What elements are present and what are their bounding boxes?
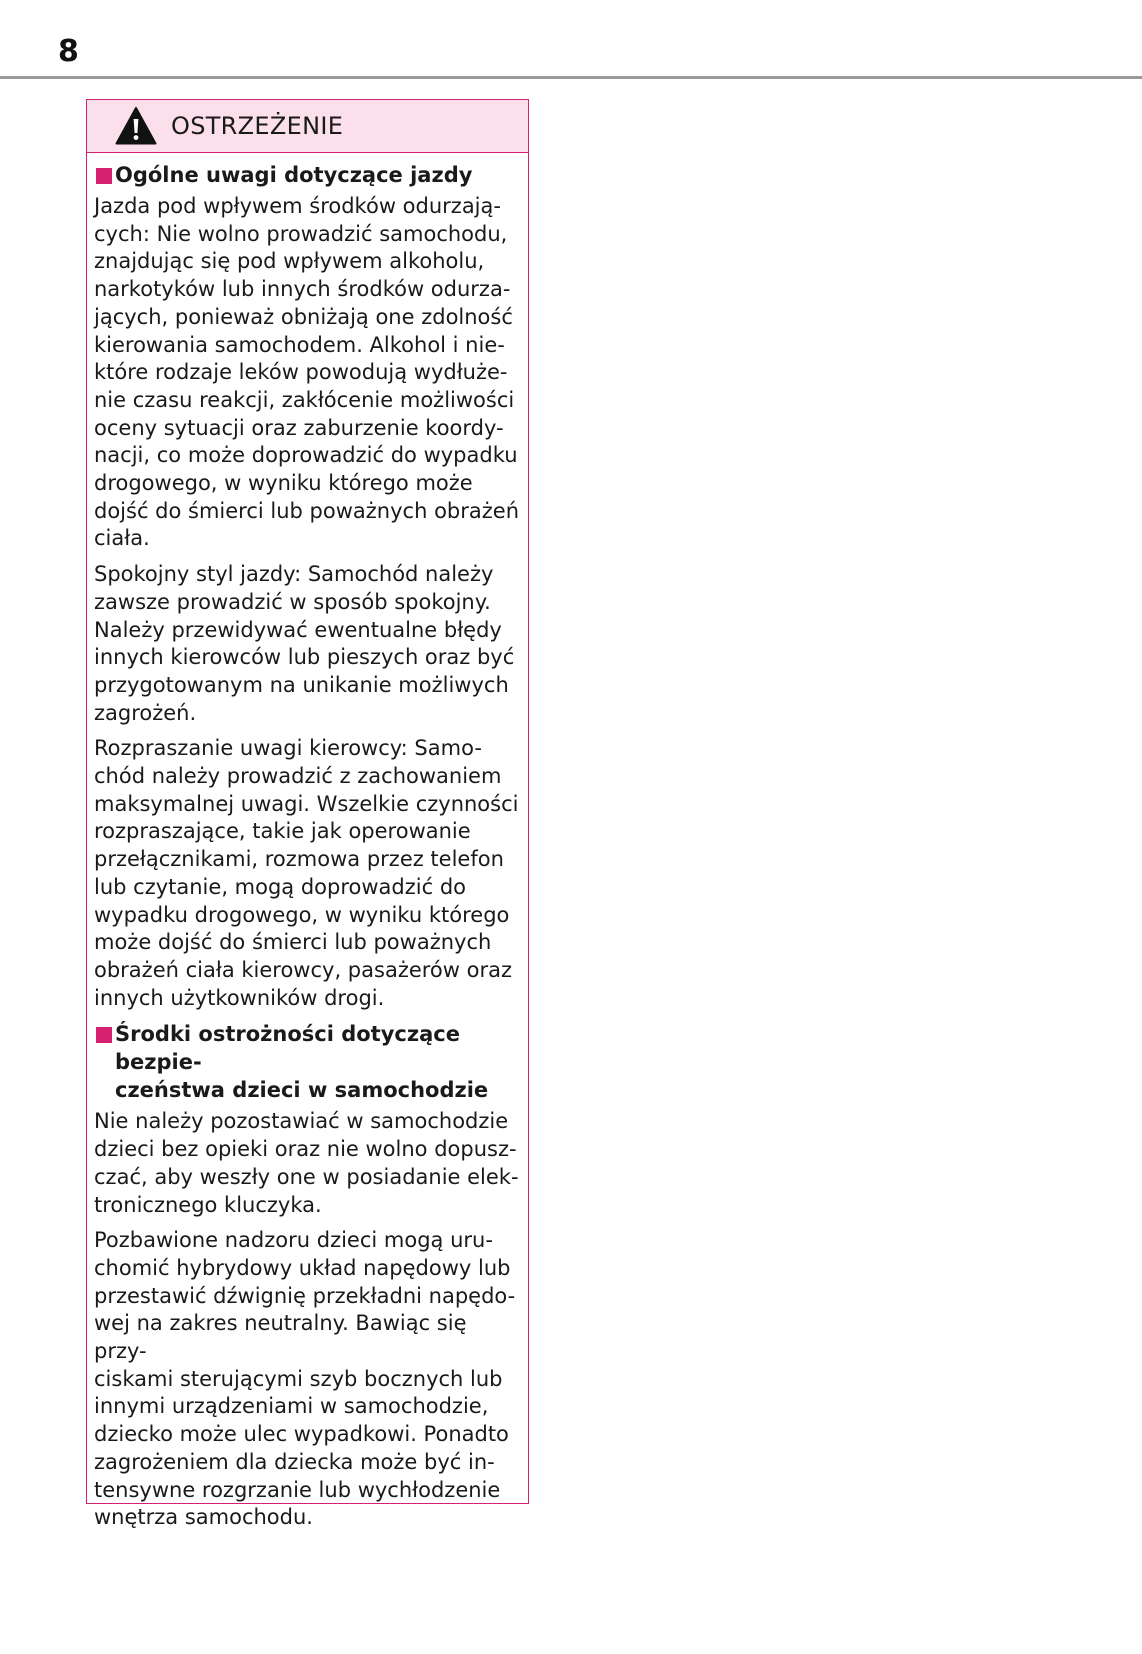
warning-triangle-icon (115, 106, 157, 146)
heading-line: Środki ostrożności dotyczące bezpie- (115, 1022, 460, 1075)
text-line: może dojść do śmierci lub poważnych (94, 930, 492, 955)
heading-line: czeństwa dzieci w samochodzie (115, 1078, 489, 1103)
text-line: obrażeń ciała kierowcy, pasażerów oraz (94, 957, 513, 982)
text-line: wnętrza samochodu. (94, 1505, 313, 1530)
warning-title: OSTRZEŻENIE (171, 112, 344, 140)
text-line: innych użytkowników drogi. (94, 985, 385, 1010)
warning-body (87, 153, 528, 1532)
paragraph (94, 561, 520, 727)
text-line: zagrożeń. (94, 700, 197, 725)
text-line: czać, aby weszły one w posiadanie elek- (94, 1164, 519, 1189)
text-line: nie czasu reakcji, zakłócenie możliwości (94, 387, 515, 412)
text-line: zagrożeniem dla dziecka może być in- (94, 1449, 495, 1474)
text-line: rozpraszające, takie jak operowanie (94, 819, 471, 844)
text-line: ciała. (94, 526, 150, 551)
section-square-icon (96, 168, 112, 184)
text-line: znajdując się pod wpływem alkoholu, (94, 249, 485, 274)
text-line: tronicznego kluczyka. (94, 1192, 322, 1217)
text-line: zawsze prowadzić w sposób spokojny. (94, 589, 491, 614)
text-line: lub czytanie, mogą doprowadzić do (94, 874, 467, 899)
text-line: Spokojny styl jazdy: Samochód należy (94, 562, 494, 587)
warning-box (86, 99, 529, 1530)
text-line: oceny sytuacji oraz zaburzenie koordy- (94, 415, 504, 440)
heading-line: Ogólne uwagi dotyczące jazdy (115, 163, 473, 187)
text-line: tensywne rozgrzanie lub wychłodzenie (94, 1477, 501, 1502)
section-square-icon (96, 1027, 112, 1043)
text-line: Nie należy pozostawiać w samochodzie (94, 1109, 509, 1134)
text-line: nacji, co może doprowadzić do wypadku (94, 443, 518, 468)
text-line: przełącznikami, rozmowa przez telefon (94, 847, 504, 872)
text-line: przestawić dźwignię przekładni napędo- (94, 1283, 516, 1308)
paragraph (94, 735, 520, 1012)
section-heading-text (115, 1020, 520, 1104)
text-line: dziecko może ulec wypadkowi. Ponadto (94, 1422, 509, 1447)
text-line: innych kierowców lub pieszych oraz być (94, 645, 515, 670)
text-line: cych: Nie wolno prowadzić samochodu, (94, 221, 508, 246)
text-line: Jazda pod wpływem środków odurzają- (94, 194, 501, 218)
text-line: chód należy prowadzić z zachowaniem (94, 764, 502, 789)
text-line: kierowania samochodem. Alkohol i nie- (94, 332, 505, 357)
text-line: narkotyków lub innych środków odurza- (94, 277, 511, 302)
warning-header (87, 100, 528, 153)
text-line: Należy przewidywać ewentualne błędy (94, 617, 502, 642)
paragraph (94, 193, 520, 553)
text-line: dzieci bez opieki oraz nie wolno dopusz- (94, 1137, 517, 1162)
text-line: ciskami sterującymi szyb bocznych lub (94, 1366, 503, 1391)
text-line: jących, ponieważ obniżają one zdolność (94, 304, 513, 329)
section-heading (94, 161, 520, 189)
text-line: które rodzaje leków powodują wydłuże- (94, 360, 508, 385)
page-number: 8 (58, 34, 79, 69)
text-line: maksymalnej uwagi. Wszelkie czynności (94, 791, 519, 816)
text-line: wej na zakres neutralny. Bawiąc się przy- (94, 1311, 467, 1364)
paragraph (94, 1108, 520, 1219)
section-heading (94, 1020, 520, 1104)
paragraph (94, 1227, 520, 1532)
section-heading-text (115, 161, 472, 189)
text-line: Rozpraszanie uwagi kierowcy: Samo- (94, 736, 482, 761)
text-line: innymi urządzeniami w samochodzie, (94, 1394, 489, 1419)
header-divider (0, 76, 1142, 79)
text-line: przygotowanym na unikanie możliwych (94, 672, 509, 697)
text-line: chomić hybrydowy układ napędowy lub (94, 1255, 511, 1280)
text-line: Pozbawione nadzoru dzieci mogą uru- (94, 1228, 493, 1253)
text-line: drogowego, w wyniku którego może (94, 471, 473, 496)
text-line: wypadku drogowego, w wyniku którego (94, 902, 510, 927)
text-line: dojść do śmierci lub poważnych obrażeń (94, 498, 520, 523)
